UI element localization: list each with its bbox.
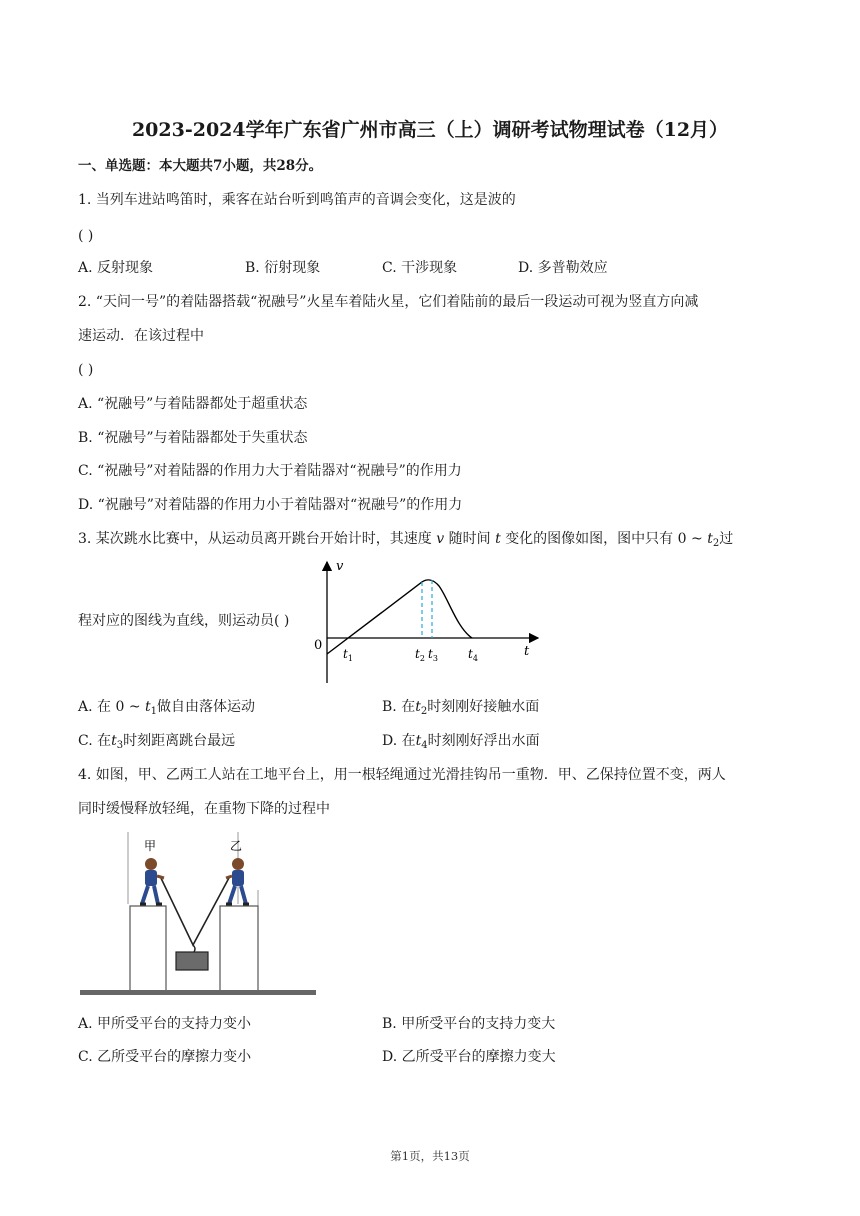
q4-option-c: C. 乙所受平台的摩擦力变小	[78, 1049, 252, 1065]
q1-stem: 1. 当列车进站鸣笛时，乘客在站台听到鸣笛声的音调会变化，这是波的	[78, 192, 516, 208]
q3-stem-line2: 程对应的图线为直线，则运动员( )	[78, 613, 290, 629]
worker-jia	[140, 858, 164, 904]
q2-blank: ( )	[78, 362, 94, 378]
q1-option-d: D. 多普勒效应	[518, 260, 608, 276]
weight	[176, 952, 208, 970]
t3-tick-label: $t_3$	[428, 647, 438, 663]
q3-option-a: A. 在 0 ~ $t_1$做自由落体运动	[78, 699, 256, 717]
velocity-curve	[327, 580, 472, 654]
platform-left	[130, 906, 166, 992]
page-footer: 第1页，共13页	[390, 1149, 470, 1163]
q2-option-b: B. “祝融号”与着陆器都处于失重状态	[78, 430, 308, 446]
q1-option-c: C. 干涉现象	[382, 260, 458, 276]
q2-option-a: A. “祝融号”与着陆器都处于超重状态	[78, 396, 308, 412]
t4-tick-label: $t_4$	[468, 647, 478, 663]
page-title: 2023-2024学年广东省广州市高三（上）调研考试物理试卷（12月）	[131, 119, 729, 141]
section-heading: 一、单选题：本大题共7小题，共28分。	[78, 158, 323, 174]
q2-option-d: D. “祝融号”对着陆器的作用力小于着陆器对“祝融号”的作用力	[78, 497, 463, 513]
ground	[80, 990, 316, 995]
velocity-time-graph	[312, 558, 548, 690]
origin-label: 0	[314, 638, 323, 653]
q1-option-a: A. 反射现象	[78, 260, 154, 276]
q2-stem-line1: 2. “天问一号”的着陆器搭载“祝融号”火星车着陆火星，它们着陆前的最后一段运动可视为竖直方向减	[78, 294, 699, 310]
platform-right	[220, 906, 258, 992]
q4-option-a: A. 甲所受平台的支持力变小	[78, 1016, 252, 1032]
q1-blank: ( )	[78, 228, 94, 244]
x-axis-label: t	[524, 644, 530, 659]
q4-option-b: B. 甲所受平台的支持力变大	[382, 1016, 556, 1032]
q4-stem-line1: 4. 如图，甲、乙两工人站在工地平台上，用一根轻绳通过光滑挂钩吊一重物．甲、乙保持位置不变，两人	[78, 767, 726, 783]
q3-option-b: B. 在$t_2$时刻刚好接触水面	[382, 699, 540, 717]
label-jia: 甲	[144, 839, 157, 853]
q4-stem-line2: 同时缓慢释放轻绳，在重物下降的过程中	[78, 801, 330, 817]
q3-option-c: C. 在$t_3$时刻距离跳台最远	[78, 733, 236, 751]
q2-stem-line2: 速运动．在该过程中	[78, 328, 204, 344]
label-yi: 乙	[230, 839, 243, 853]
t1-tick-label: $t_1$	[343, 647, 353, 663]
q3-stem-line1: 3. 某次跳水比赛中，从运动员离开跳台开始计时，其速度 v 随时间 t 变化的图像如图，图中只有 0 ~ $t_2$过	[78, 531, 734, 549]
q2-option-c: C. “祝融号”对着陆器的作用力大于着陆器对“祝融号”的作用力	[78, 463, 462, 479]
q4-option-d: D. 乙所受平台的摩擦力变大	[382, 1049, 556, 1065]
t2-tick-label: $t_2$	[415, 647, 425, 663]
q3-option-d: D. 在$t_4$时刻刚好浮出水面	[382, 733, 540, 751]
q1-option-b: B. 衍射现象	[245, 260, 321, 276]
y-axis-label: v	[336, 559, 344, 574]
workers-hanging-weight-diagram	[78, 832, 318, 1000]
